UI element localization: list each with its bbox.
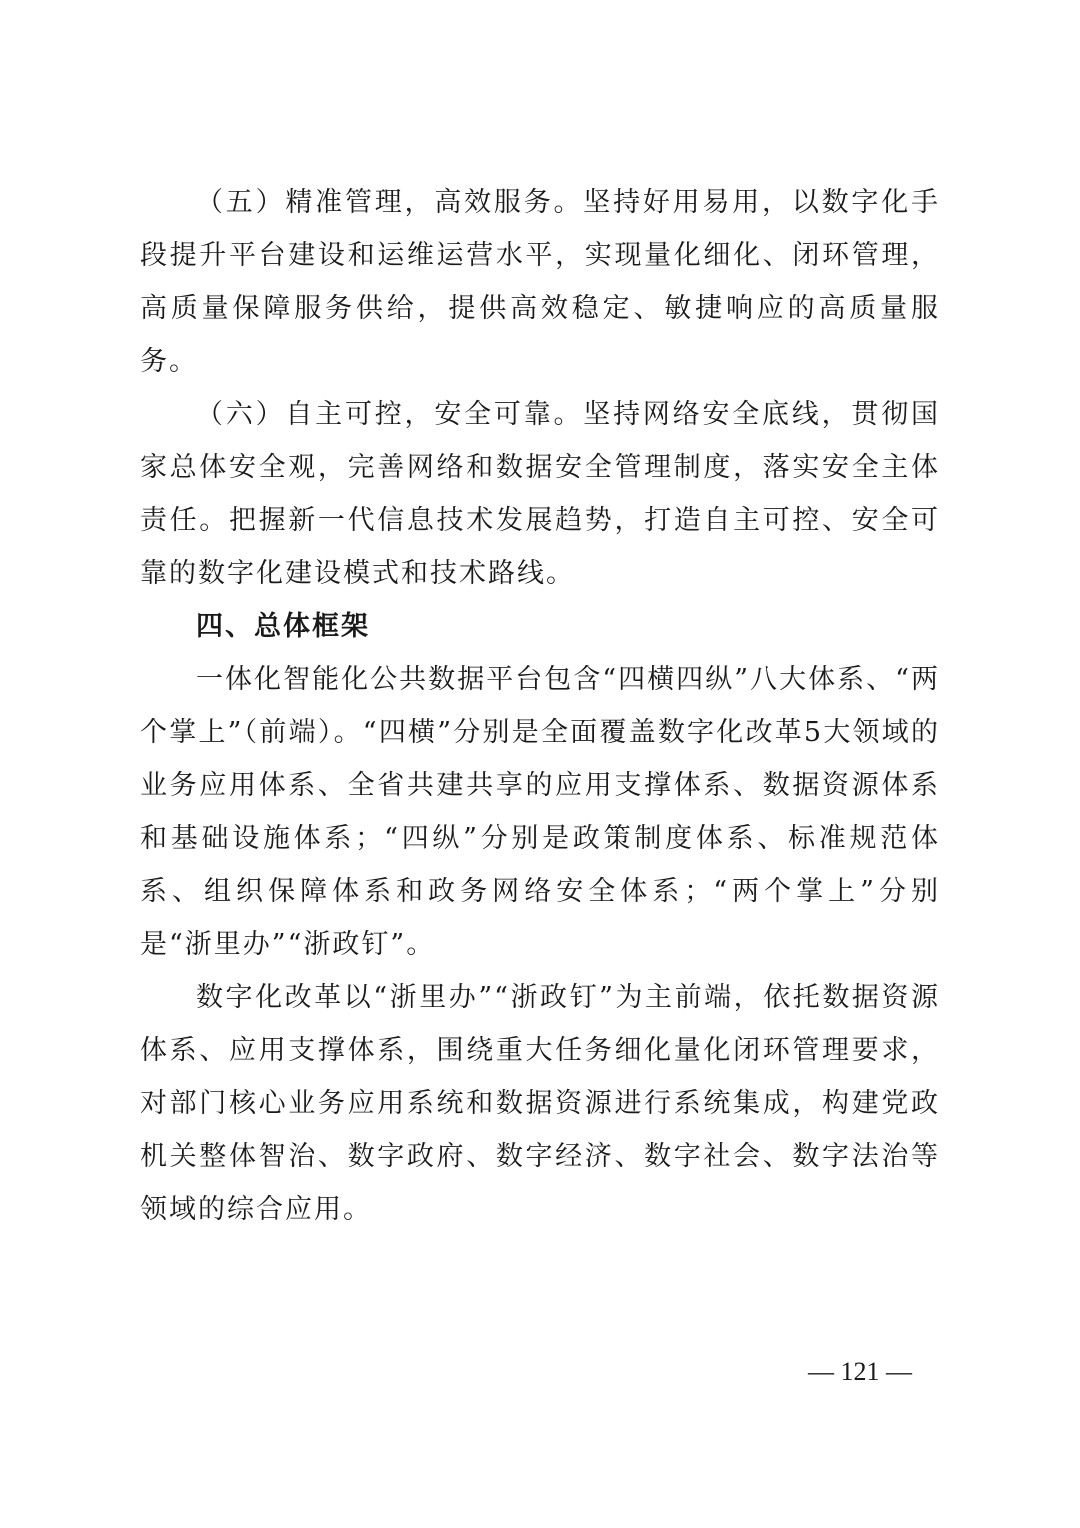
page-number: — 121 —: [808, 1357, 912, 1386]
page-body: [140, 176, 940, 1236]
paragraph-autonomous-control: （六）自主可控，安全可靠。坚持网络安全底线，贯彻国家总体安全观，完善网络和数据安全管理制度，落实安全主体责任。把握新一代信息技术发展趋势，打造自主可控、安全可靠的数字化建设模式和技术路线。: [140, 399, 940, 589]
paragraph-precise-management: （五）精准管理，高效服务。坚持好用易用，以数字化手段提升平台建设和运维运营水平，实现量化细化、闭环管理，高质量保障服务供给，提供高效稳定、敏捷响应的高质量服务。: [140, 187, 940, 377]
section-heading: 四、总体框架: [196, 611, 370, 642]
paragraph-digital-reform: 数字化改革以“浙里办”“浙政钉”为主前端，依托数据资源体系、应用支撑体系，围绕重大任务细化量化闭环管理要求，对部门核心业务应用系统和数据资源进行系统集成，构建党政机关整体智治、数字政府、数字经济、数字社会、数字法治等领域的综合应用。: [140, 982, 940, 1225]
paragraph-overall-framework: 一体化智能化公共数据平台包含“四横四纵”八大体系、“两个掌上”（前端）。“四横”分别是全面覆盖数字化改革5大领域的业务应用体系、全省共建共享的应用支撑体系、数据资源体系和基础设施体系；“四纵”分别是政策制度体系、标准规范体系、组织保障体系和政务网络安全体系；“两个掌上”分别是“浙里办”“浙政钉”。: [140, 664, 940, 960]
